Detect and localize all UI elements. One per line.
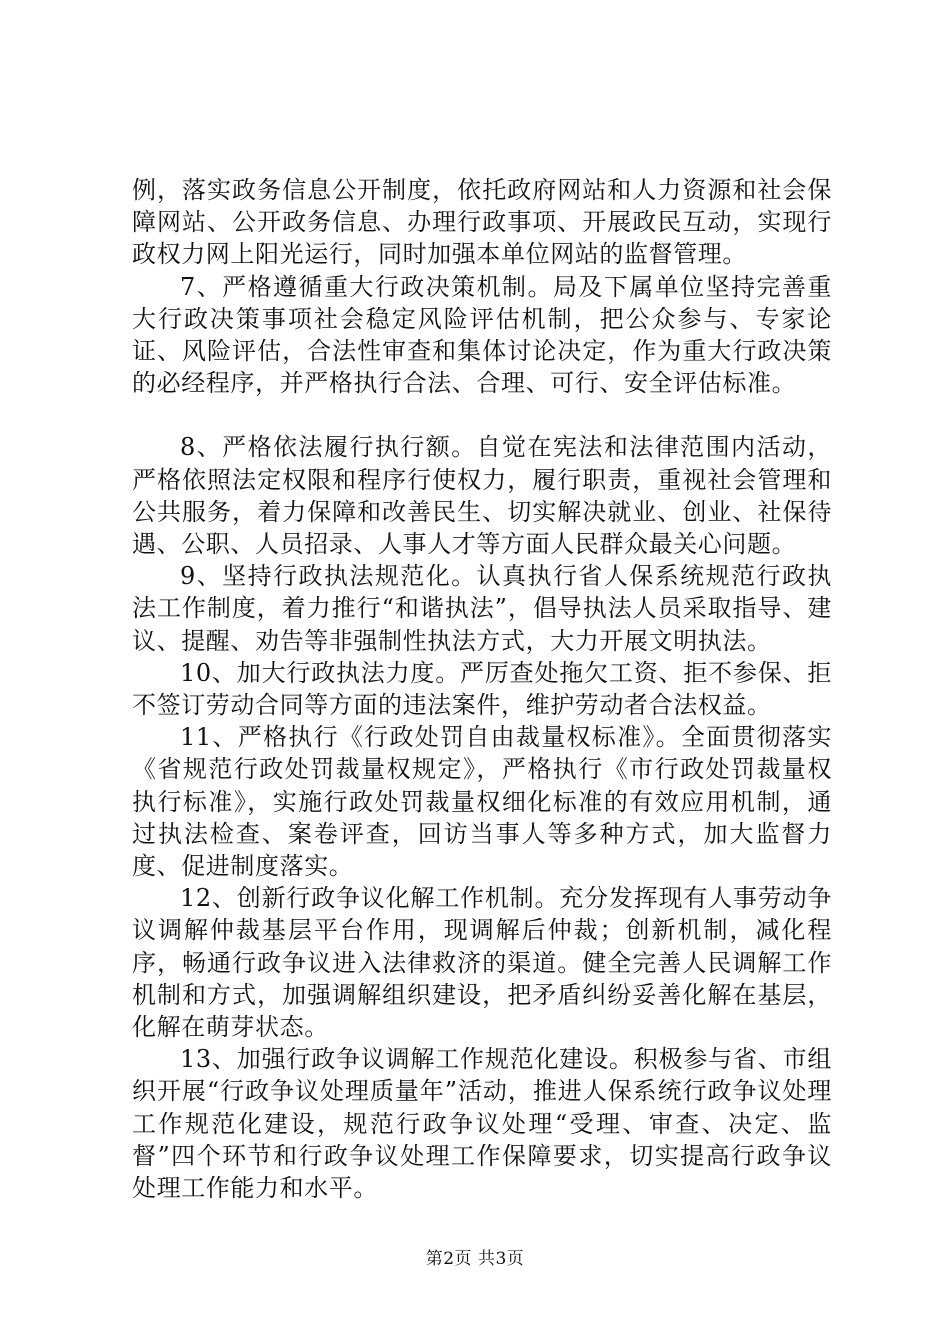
- paragraph-item-13: 13、加强行政争议调解工作规范化建设。积极参与省、市组织开展“行政争议处理质量年”活动，推进人保系统行政争议处理工作规范化建设，规范行政争议处理“受理、审查、决定、监督”四个环节和行政争议处理工作保障要求，切实提高行政争议处理工作能力和水平。: [132, 1045, 832, 1203]
- paragraph-item-12: 12、创新行政争议化解工作机制。充分发挥现有人事劳动争议调解仲裁基层平台作用，现调解后仲裁；创新机制，减化程序，畅通行政争议进入法律救济的渠道。健全完善人民调解工作机制和方式，加强调解组织建设，把矛盾纠纷妥善化解在基层，化解在萌芽状态。: [132, 884, 832, 1042]
- document-body: [132, 174, 832, 1204]
- page-number-footer: 第2页 共3页: [425, 1249, 525, 1269]
- paragraph-continued: 例，落实政务信息公开制度，依托政府网站和人力资源和社会保障网站、公开政务信息、办理行政事项、开展政民互动，实现行政权力网上阳光运行，同时加强本单位网站的监督管理。: [132, 176, 832, 269]
- paragraph-item-9: 9、坚持行政执法规范化。认真执行省人保系统规范行政执法工作制度，着力推行“和谐执法”，倡导执法人员采取指导、建议、提醒、劝告等非强制性执法方式，大力开展文明执法。: [132, 562, 832, 655]
- paragraph-item-7: 7、严格遵循重大行政决策机制。局及下属单位坚持完善重大行政决策事项社会稳定风险评估机制，把公众参与、专家论证、风险评估，合法性审查和集体讨论决定，作为重大行政决策的必经程序，并严格执行合法、合理、可行、安全评估标准。: [132, 272, 832, 398]
- paragraph-item-10: 10、加大行政执法力度。严厉查处拖欠工资、拒不参保、拒不签订劳动合同等方面的违法案件，维护劳动者合法权益。: [132, 658, 832, 720]
- paragraph-item-11: 11、严格执行《行政处罚自由裁量权标准》。全面贯彻落实《省规范行政处罚裁量权规定》，严格执行《市行政处罚裁量权执行标准》，实施行政处罚裁量权细化标准的有效应用机制，通过执法检查、案卷评查，回访当事人等多种方式，加大监督力度、促进制度落实。: [132, 723, 832, 881]
- paragraph-item-8: 8、严格依法履行执行额。自觉在宪法和法律范围内活动，严格依照法定权限和程序行使权力，履行职责，重视社会管理和公共服务，着力保障和改善民生、切实解决就业、创业、社保待遇、公职、人员招录、人事人才等方面人民群众最关心问题。: [132, 433, 832, 559]
